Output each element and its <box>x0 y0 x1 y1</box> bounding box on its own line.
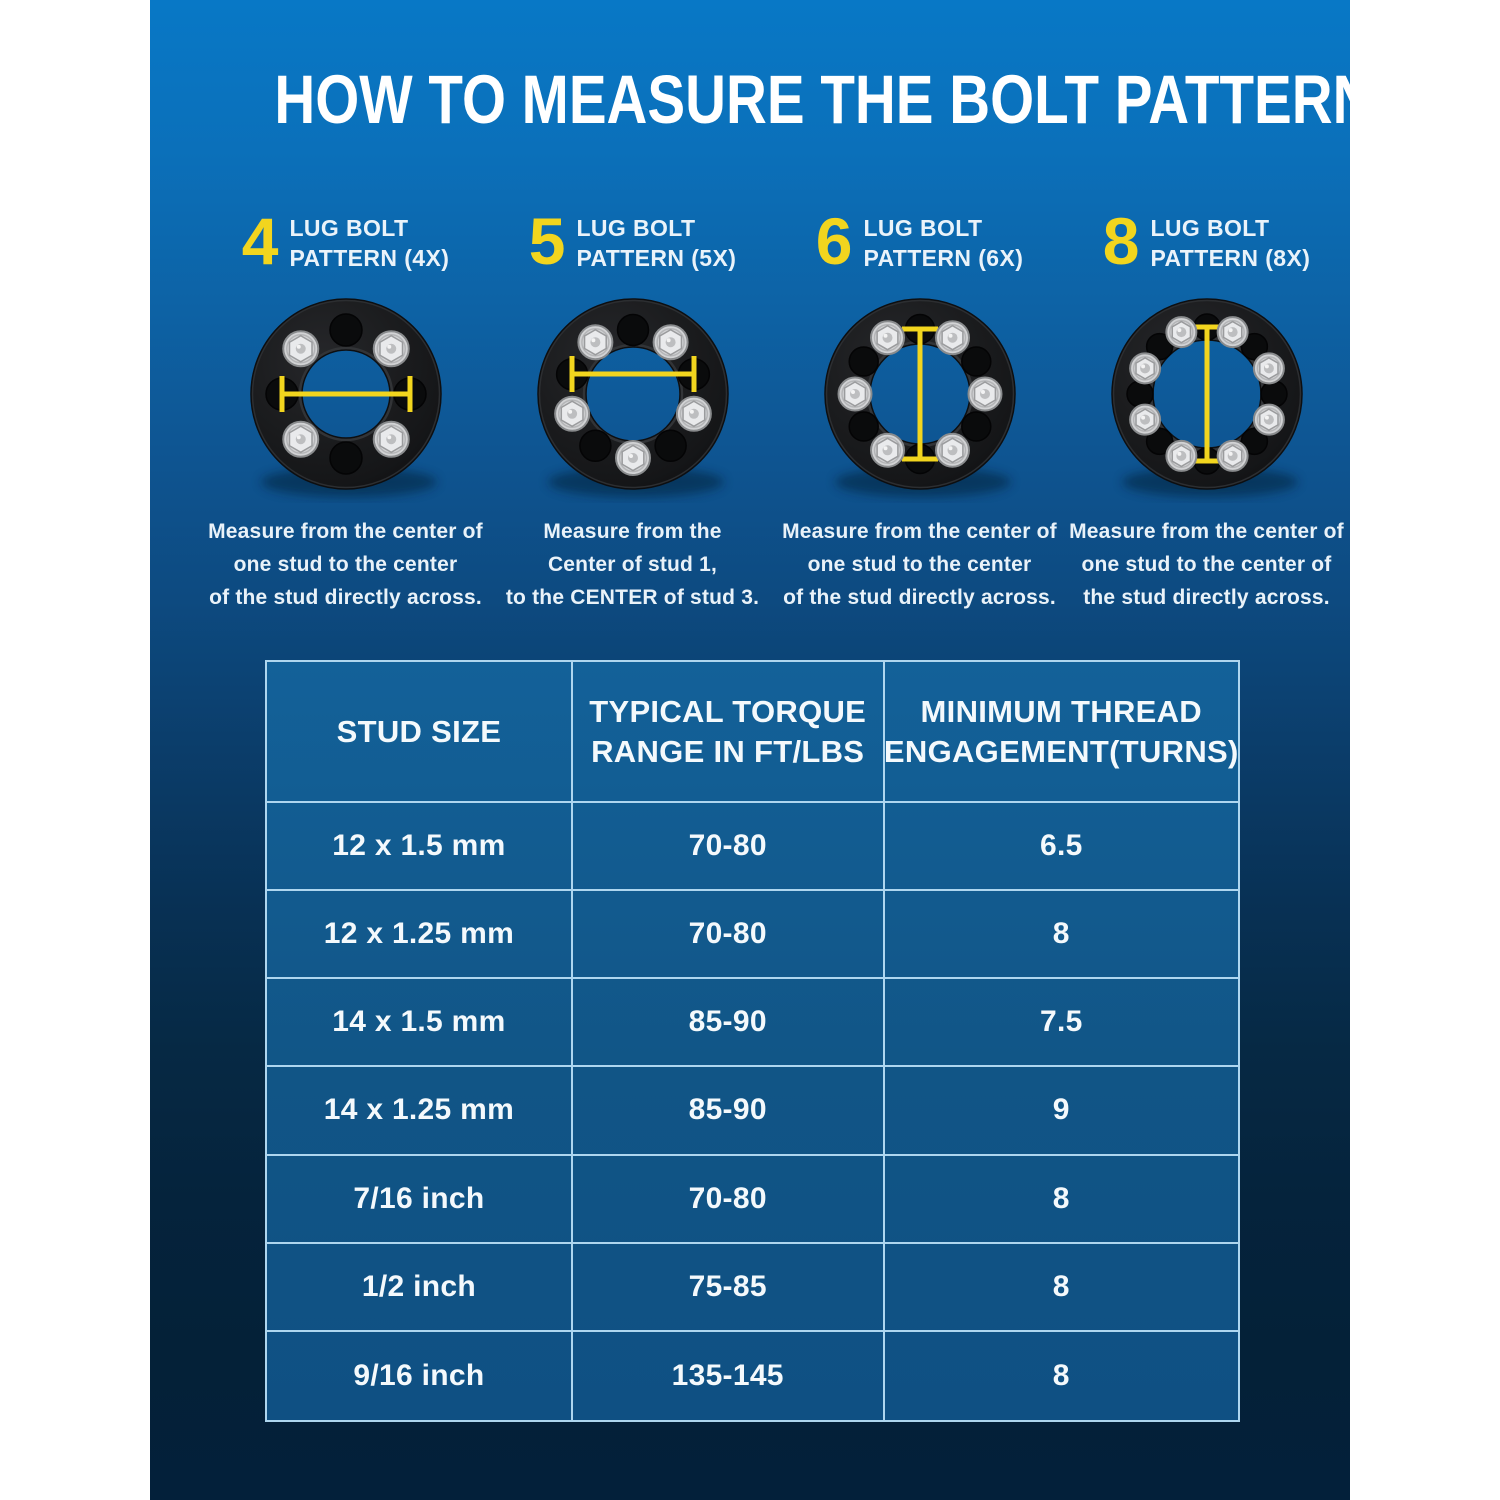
table-header-thread-engagement <box>885 662 1238 803</box>
lug-stud <box>283 331 318 366</box>
pattern-caption-8x <box>1069 515 1344 614</box>
lug-spacer-svg <box>815 291 1025 503</box>
pattern-label <box>1150 213 1310 273</box>
table-cell: 70-80 <box>573 1156 885 1244</box>
lug-stud <box>936 321 969 354</box>
lug-stud <box>1253 353 1283 383</box>
header-text: TYPICAL TORQUE <box>589 693 867 729</box>
pattern-label <box>863 213 1023 273</box>
pattern-header-6x <box>776 203 1063 283</box>
table-cell: 6.5 <box>885 803 1238 891</box>
lug-spacer-5x-image <box>528 291 738 503</box>
lug-hole <box>655 430 686 461</box>
lug-stud <box>1217 317 1247 347</box>
caption-line: one stud to the center of <box>1081 553 1332 576</box>
pattern-number: 6 <box>815 203 853 278</box>
table-header-stud-size <box>267 662 573 803</box>
caption-line: the stud directly across. <box>1083 586 1330 609</box>
lug-stud <box>1130 353 1160 383</box>
pattern-col-4x <box>202 203 489 614</box>
header-text: STUD SIZE <box>336 713 502 749</box>
table-cell: 8 <box>885 1156 1238 1244</box>
caption-line: Measure from the center of <box>1069 520 1344 543</box>
pattern-label-line2: PATTERN (6X) <box>863 245 1024 271</box>
table-cell: 9 <box>885 1067 1238 1155</box>
table-cell: 14 x 1.5 mm <box>267 979 573 1067</box>
pattern-caption-5x <box>506 515 759 614</box>
lug-stud <box>936 434 969 467</box>
lug-stud <box>968 378 1001 411</box>
table-cell: 8 <box>1052 1358 1070 1392</box>
lug-hole <box>849 347 878 376</box>
pattern-label-line2: PATTERN (5X) <box>576 245 737 271</box>
caption-line: Center of stud 1, <box>547 553 718 576</box>
pattern-col-6x <box>776 203 1063 614</box>
caption-line: Measure from the center of <box>782 520 1057 543</box>
pattern-label-line1: LUG BOLT <box>1150 215 1270 241</box>
pattern-col-8x <box>1063 203 1350 614</box>
lug-stud <box>283 422 318 457</box>
lug-stud <box>838 378 871 411</box>
caption-line: one stud to the center <box>233 553 458 576</box>
lug-stud <box>616 441 650 475</box>
lug-stud <box>1130 405 1160 435</box>
table-cell: 8 <box>885 891 1238 979</box>
lug-hole <box>1127 381 1153 407</box>
header-text: ENGAGEMENT(TURNS) <box>883 733 1239 769</box>
table-cell: 7/16 inch <box>267 1156 573 1244</box>
caption-line: one stud to the center <box>807 553 1032 576</box>
lug-spacer-8x-image <box>1102 291 1312 503</box>
bolt-patterns-row <box>202 203 1350 614</box>
pattern-col-5x <box>489 203 776 614</box>
content-panel <box>150 0 1409 1500</box>
lug-spacer-svg <box>241 291 451 503</box>
lug-stud <box>1166 441 1196 471</box>
lug-spacer-svg <box>528 291 738 503</box>
lug-spacer-svg <box>1102 291 1312 503</box>
table-cell: 7.5 <box>885 979 1238 1067</box>
lug-hole <box>961 412 990 441</box>
pattern-label <box>289 213 449 273</box>
pattern-header-8x <box>1063 203 1350 283</box>
lug-stud <box>373 422 408 457</box>
pattern-label-line1: LUG BOLT <box>289 215 409 241</box>
pattern-number: 8 <box>1102 203 1140 278</box>
page-title-text: HOW TO MEASURE THE BOLT PATTERN? <box>274 61 1409 138</box>
header-text: MINIMUM THREAD <box>920 693 1202 729</box>
pattern-caption-6x <box>782 515 1057 614</box>
table-cell: 8 <box>885 1244 1238 1332</box>
pattern-number: 4 <box>241 203 279 278</box>
lug-stud <box>871 434 904 467</box>
torque-spec-table <box>265 660 1240 1422</box>
lug-hole <box>849 412 878 441</box>
table-cell: 1/2 inch <box>267 1244 573 1332</box>
lug-stud <box>1217 441 1247 471</box>
lug-stud <box>578 325 612 359</box>
lug-stud <box>676 397 710 431</box>
caption-line: of the stud directly across. <box>209 586 482 609</box>
pattern-header-4x <box>202 203 489 283</box>
lug-spacer-6x-image <box>815 291 1025 503</box>
caption-line: Measure from the <box>543 520 722 543</box>
lug-hole <box>961 347 990 376</box>
pattern-number: 5 <box>528 203 566 278</box>
table-cell: 85-90 <box>573 979 885 1067</box>
lug-stud <box>653 325 687 359</box>
caption-line: Measure from the center of <box>208 520 483 543</box>
lug-hole <box>617 315 648 346</box>
pattern-label <box>576 213 736 273</box>
lug-hole <box>330 314 362 346</box>
lug-hole <box>330 442 362 474</box>
table-cell: 70-80 <box>573 891 885 979</box>
table-header-torque-range <box>573 662 885 803</box>
pattern-label-line2: PATTERN (4X) <box>289 245 450 271</box>
table-cell: 70-80 <box>573 803 885 891</box>
caption-line: of the stud directly across. <box>783 586 1056 609</box>
caption-line: to the CENTER of stud 3. <box>505 586 760 609</box>
pattern-header-5x <box>489 203 776 283</box>
header-text: RANGE IN FT/LBS <box>591 733 865 769</box>
page-title <box>150 60 1409 139</box>
table-cell: 14 x 1.25 mm <box>267 1067 573 1155</box>
table-cell: 12 x 1.5 mm <box>267 803 573 891</box>
pattern-caption-4x <box>208 515 483 614</box>
lug-stud <box>555 397 589 431</box>
lug-stud <box>373 331 408 366</box>
table-cell: 135-145 <box>573 1332 885 1420</box>
lug-stud <box>1166 317 1196 347</box>
pattern-label-line1: LUG BOLT <box>863 215 983 241</box>
lug-stud <box>871 321 904 354</box>
lug-stud <box>1253 405 1283 435</box>
table-cell: 75-85 <box>573 1244 885 1332</box>
lug-hole <box>1261 381 1287 407</box>
pattern-label-line2: PATTERN (8X) <box>1150 245 1311 271</box>
table-cell: 12 x 1.25 mm <box>267 891 573 979</box>
lug-spacer-4x-image <box>241 291 451 503</box>
table-cell: 9/16 inch <box>267 1332 573 1420</box>
pattern-label-line1: LUG BOLT <box>576 215 696 241</box>
table-cell: 85-90 <box>573 1067 885 1155</box>
lug-hole <box>579 430 610 461</box>
